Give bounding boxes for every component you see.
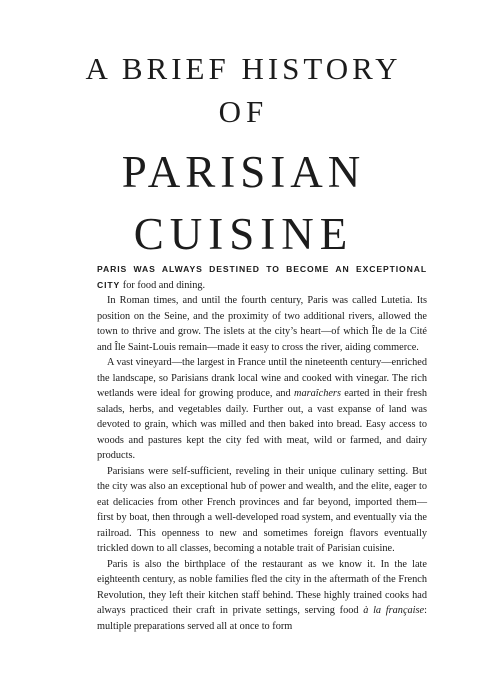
- paragraph-roman-times: In Roman times, and until the fourth century, Paris was called Lutetia. Its position on the Seine, and the proximity of two additional rivers, allowed the town to thrive and grow. The islets at the city’s heart—of which Île de la Cité and Île Saint-Louis remain—made it easy to cross the river, aiding commerce.: [97, 295, 427, 353]
- paragraph-opening: [97, 262, 427, 293]
- paragraph-vineyard-part1: A vast vineyard—the largest in France until the nineteenth century—enriched the landscape, so Parisians drank local wine and cooked with vinegar. The rich wetlands were ideal for growing produce, and: [97, 357, 427, 399]
- paragraph-opening-rest: for food and dining.: [120, 279, 206, 291]
- paragraph-restaurant-part2: : multiple preparations served all at once to form: [97, 605, 427, 632]
- title-line-a-brief-history: A BRIEF HISTORY: [85, 51, 402, 86]
- chapter-title: [0, 50, 487, 262]
- title-line-parisian: PARISIAN: [121, 147, 366, 197]
- paragraph-vineyard: [97, 355, 427, 464]
- term-a-la-francaise: à la française: [363, 605, 425, 616]
- paragraph-restaurant: [97, 557, 427, 635]
- title-line-of: OF: [218, 94, 269, 129]
- paragraph-vineyard-part2: earted in their fresh salads, herbs, and vegetables daily. Further out, a vast expanse of land was devoted to grain, which was milled and then baked into bread. Easy access to woods and pastures kept the city fed with meat, wild or farmed, and dairy products.: [97, 388, 427, 461]
- body-text: [97, 262, 427, 634]
- term-maraichers: maraîchers: [294, 388, 341, 399]
- lead-in-caps: PARIS WAS ALWAYS DESTINED TO BECOME AN EXCEPTIONAL CITY: [97, 264, 427, 290]
- paragraph-restaurant-part1: Paris is also the birthplace of the restaurant as we know it. In the late eighteenth century, as noble families fled the city in the aftermath of the French Revolution, they left their kitchen staff behind. These highly trained cooks had always practiced their craft in private settings, serving food: [97, 558, 427, 616]
- paragraph-self-sufficient: Parisians were self-sufficient, reveling in their unique culinary setting. But the city was also an exceptional hub of power and wealth, and the elite, eager to eat delicacies from other French provinces and far beyond, imported them—first by boat, then through a well-developed road system, and eventually via the railroad. This openness to new and sometimes foreign flavors eventually trickled down to all classes, becoming a notable trait of Parisian cuisine.: [97, 465, 427, 554]
- title-line-cuisine: CUISINE: [133, 209, 354, 259]
